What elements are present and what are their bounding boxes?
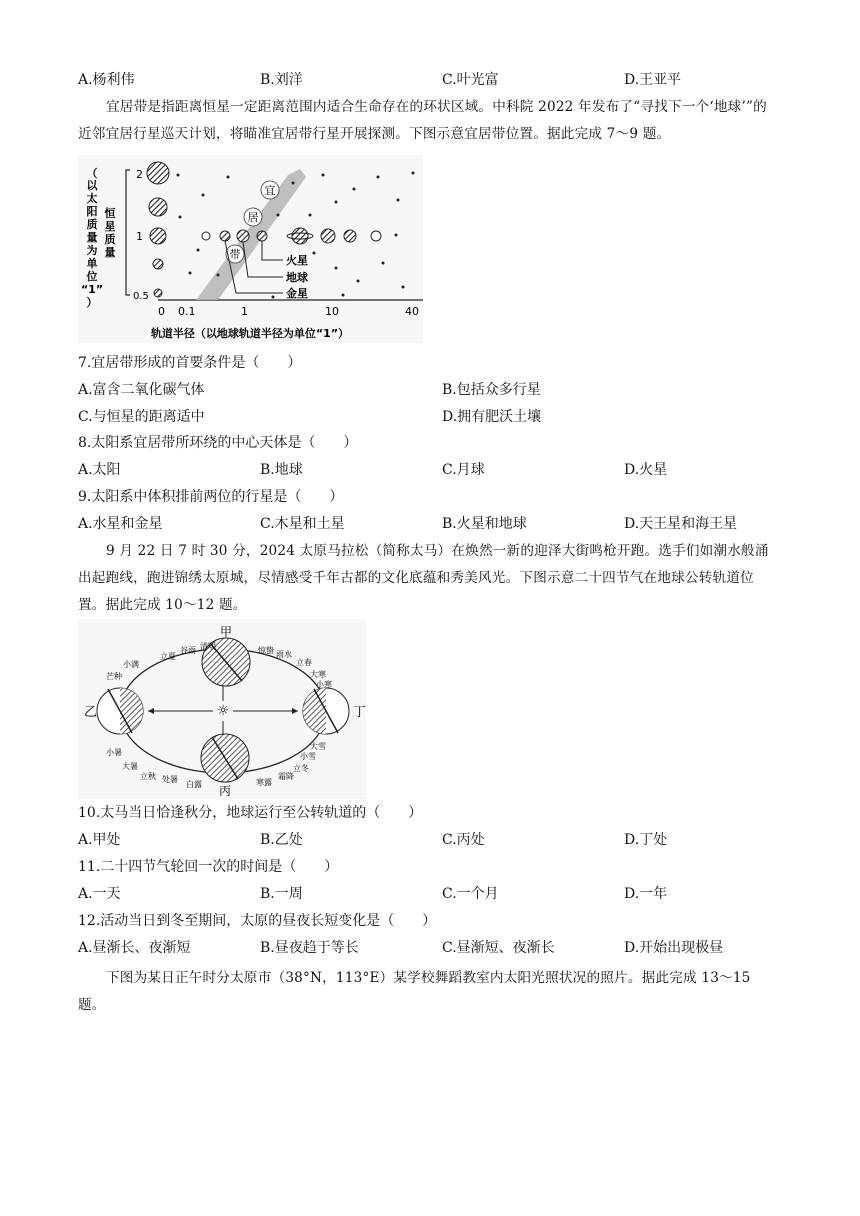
svg-text:居: 居 (247, 211, 259, 224)
passage-habitable-zone: 宜居带是指距离恒星一定距离范围内适合生命存在的环状区域。中科院 2022 年发布了“寻找下一个‘地球’”的近邻宜居行星巡天计划，将瞄准宜居带行星开展探测。下图示意宜居带位置。据此完成 7～9 题。 (78, 99, 767, 142)
q10-option-d: D.丁处 (624, 832, 668, 848)
q9-stem: 9.太阳系中体积排前两位的行星是（ ） (78, 489, 344, 505)
svg-text:1: 1 (241, 305, 248, 318)
svg-text:地球: 地球 (286, 271, 308, 284)
position-yi: 乙 (84, 705, 98, 720)
svg-text:大寒: 大寒 (310, 670, 326, 679)
q12-option-c: C.昼渐短、夜渐长 (442, 940, 555, 956)
svg-text:小满: 小满 (123, 660, 139, 669)
svg-text:芒种: 芒种 (106, 672, 122, 681)
svg-text:寒露: 寒露 (256, 778, 272, 787)
svg-text:（: （ (86, 167, 98, 180)
q8-stem: 8.太阳系宜居带所环绕的中心天体是（ ） (78, 435, 358, 451)
q12-option-d: D.开始出现极昼 (624, 940, 724, 956)
habitable-zone-figure (78, 155, 423, 343)
q8-option-a: A.太阳 (78, 462, 121, 478)
svg-text:清明: 清明 (200, 642, 216, 651)
svg-text:霜降: 霜降 (278, 772, 294, 781)
svg-text:小雪: 小雪 (300, 752, 316, 761)
svg-text:太: 太 (86, 192, 98, 205)
q7-stem: 7.宜居带形成的首要条件是（ ） (78, 355, 302, 371)
svg-text:0.5: 0.5 (133, 291, 149, 302)
q9-option-d: D.天王星和海王星 (624, 516, 738, 532)
svg-text:惊蛰: 惊蛰 (258, 646, 274, 655)
svg-text:质: 质 (104, 233, 116, 246)
q11-option-a: A.一天 (78, 886, 121, 902)
svg-text:为: 为 (86, 244, 98, 257)
svg-text:宜: 宜 (264, 184, 276, 197)
svg-text:带: 带 (229, 248, 241, 261)
svg-text:星: 星 (104, 220, 116, 233)
q11-stem: 11.二十四节气轮回一次的时间是（ ） (78, 859, 339, 875)
passage-marathon: 9 月 22 日 7 时 30 分，2024 太原马拉松（简称太马）在焕然一新的迎泽大街鸣枪开跑。选手们如潮水般涌出起跑线，跑进锦绣太原城，尽情感受千年古都的文化底蕴和秀美风光。下图示意二十四节气在地球公转轨道位置。据此完成 10～12 题。 (78, 543, 769, 613)
svg-text:）: ） (86, 296, 98, 309)
y-axis-label (81, 167, 116, 309)
q7-option-a: A.富含二氧化碳气体 (78, 382, 205, 398)
solar-terms-orbit-figure (78, 619, 366, 799)
svg-text:雨水: 雨水 (276, 650, 292, 659)
svg-text:质: 质 (86, 218, 98, 231)
svg-text:立冬: 立冬 (293, 764, 309, 773)
svg-text:☼: ☼ (216, 703, 230, 719)
q9-option-a: A.水星和金星 (78, 516, 163, 532)
q8-option-c: C.月球 (442, 462, 485, 478)
q7-option-b: B.包括众多行星 (442, 382, 541, 398)
svg-text:火星: 火星 (286, 254, 308, 267)
q9-option-b: B.火星和地球 (442, 516, 527, 532)
svg-text:“1”: “1” (80, 283, 104, 296)
svg-text:以: 以 (86, 179, 98, 192)
q11-option-d: D.一年 (624, 886, 668, 902)
svg-text:1: 1 (136, 230, 143, 243)
position-ding: 丁 (353, 705, 366, 720)
q6-option-b: B.刘洋 (260, 72, 303, 88)
q9-option-c: C.木星和土星 (260, 516, 345, 532)
q8-option-b: B.地球 (260, 462, 303, 478)
svg-text:金星: 金星 (286, 287, 308, 300)
passage-dance-classroom: 下图为某日正午时分太原市（38°N，113°E）某学校舞蹈教室内太阳光照状况的照片。据此完成 13～15 题。 (78, 970, 751, 1013)
q7-option-d: D.拥有肥沃土壤 (442, 409, 542, 425)
svg-text:2: 2 (136, 168, 143, 181)
svg-text:量: 量 (86, 231, 98, 244)
position-bing: 丙 (218, 784, 232, 798)
q6-option-d: D.王亚平 (624, 72, 682, 88)
svg-text:大雪: 大雪 (310, 742, 326, 751)
q11-option-c: C.一个月 (442, 886, 499, 902)
q10-option-a: A.甲处 (78, 832, 121, 848)
svg-text:小暑: 小暑 (106, 748, 122, 757)
svg-text:谷雨: 谷雨 (180, 646, 196, 655)
position-jia: 甲 (219, 625, 233, 639)
svg-text:单: 单 (86, 257, 98, 270)
svg-text:恒: 恒 (104, 207, 116, 220)
svg-text:10: 10 (325, 305, 339, 318)
svg-text:0.1: 0.1 (178, 305, 196, 318)
svg-text:40: 40 (405, 305, 419, 318)
svg-text:立夏: 立夏 (160, 652, 176, 661)
x-axis-label: 轨道半径（以地球轨道半径为单位“1”） (150, 327, 350, 340)
svg-text:0: 0 (158, 305, 165, 318)
svg-text:量: 量 (104, 246, 116, 259)
q10-stem: 10.太马当日恰逢秋分，地球运行至公转轨道的（ ） (78, 805, 423, 821)
q12-stem: 12.活动当日到冬至期间，太原的昼夜长短变化是（ ） (78, 913, 437, 929)
svg-text:位: 位 (86, 270, 98, 283)
svg-text:白露: 白露 (186, 780, 202, 789)
svg-text:大暑: 大暑 (122, 762, 138, 771)
q12-option-b: B.昼夜趋于等长 (260, 940, 359, 956)
q6-option-c: C.叶光富 (442, 72, 499, 88)
q7-option-c: C.与恒星的距离适中 (78, 409, 205, 425)
svg-text:处暑: 处暑 (162, 775, 178, 784)
svg-text:阳: 阳 (86, 205, 98, 218)
q10-option-c: C.丙处 (442, 832, 485, 848)
q6-option-a: A.杨利伟 (78, 72, 135, 88)
svg-text:立秋: 立秋 (140, 772, 156, 781)
svg-text:小寒: 小寒 (316, 680, 332, 689)
q12-option-a: A.昼渐长、夜渐短 (78, 940, 191, 956)
q8-option-d: D.火星 (624, 462, 668, 478)
svg-text:立春: 立春 (296, 658, 312, 667)
q10-option-b: B.乙处 (260, 832, 303, 848)
q11-option-b: B.一周 (260, 886, 303, 902)
